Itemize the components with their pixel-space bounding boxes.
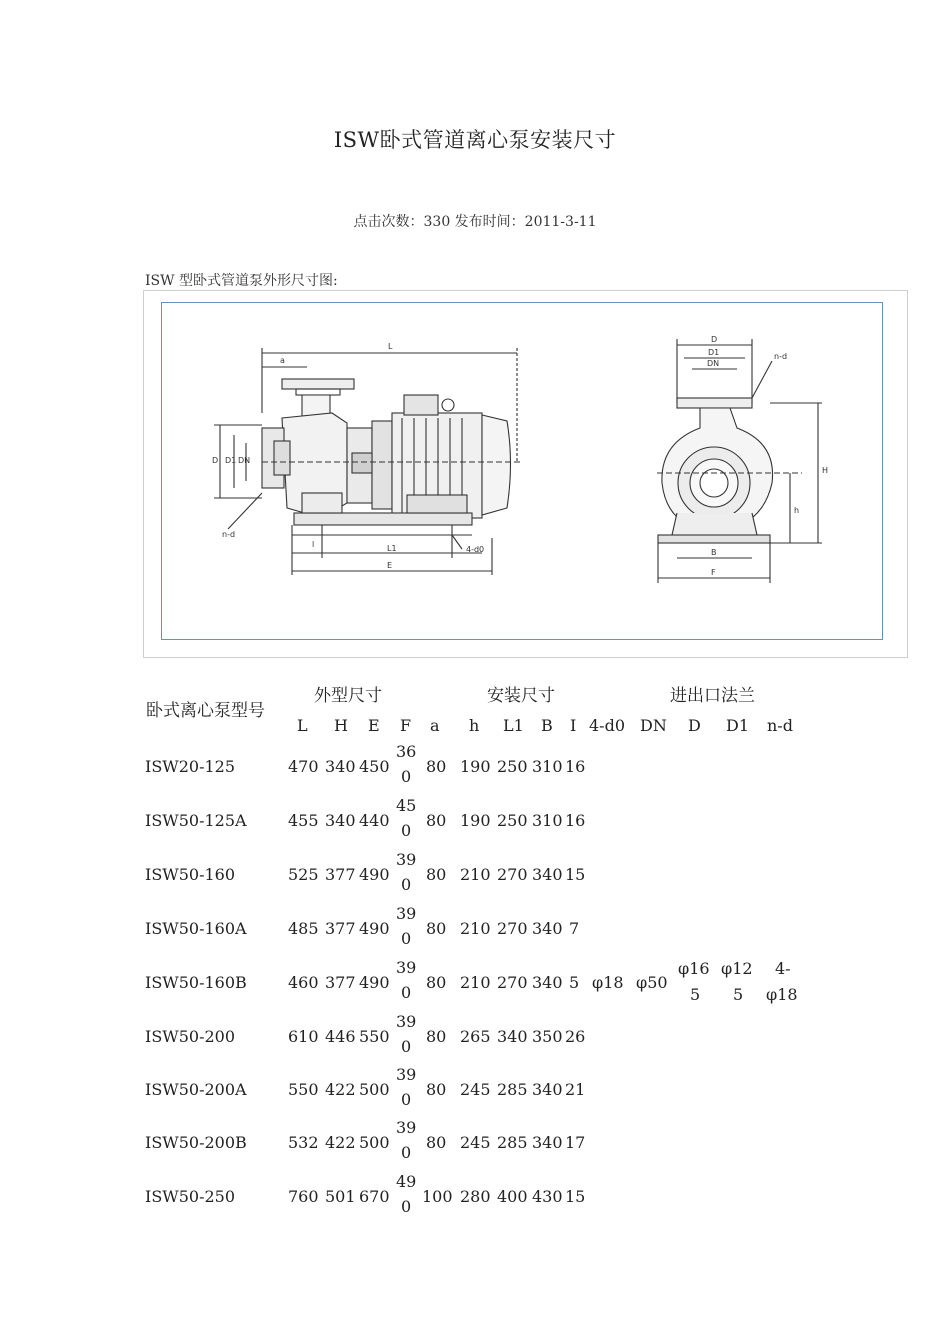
label-front-DN: DN [707,359,720,368]
cell-L: 760 [288,1187,319,1206]
label-D: D [212,456,219,465]
cell-L: 470 [288,757,319,776]
cell-F-top: 39 [396,1118,417,1137]
table-row-model: ISW50-160B [145,973,247,992]
col-B: B [541,716,553,735]
cell-B: 310 [532,757,563,776]
cell-B: 340 [532,1080,563,1099]
col-h: h [469,716,480,735]
label-DN: DN [238,456,251,465]
cell-F-top: 45 [396,796,417,815]
cell-I: 15 [565,865,586,884]
label-l: l [312,540,315,549]
cell-F-bottom: 0 [401,1090,412,1109]
label-4d0: 4-d0 [466,545,485,554]
cell-B: 340 [532,1133,563,1152]
flange-header: 进出口法兰 [670,686,755,706]
page-title: ISW卧式管道离心泵安装尺寸 [333,128,617,152]
table-row-model: ISW50-160 [145,865,236,884]
cell-B: 350 [532,1027,563,1046]
cell-DN: φ50 [636,973,668,992]
cell-B: 340 [532,973,563,992]
table-row-model: ISW50-200 [145,1027,236,1046]
col-4d0: 4-d0 [589,716,626,735]
cell-H: 422 [325,1133,356,1152]
cell-a: 80 [426,1027,447,1046]
cell-L1: 250 [497,757,528,776]
cell-I: 7 [569,919,580,938]
cell-h: 245 [460,1080,491,1099]
cell-B: 310 [532,811,563,830]
cell-a: 80 [426,1133,447,1152]
col-a: a [430,716,440,735]
model-header: 卧式离心泵型号 [146,701,265,721]
cell-F-bottom: 0 [401,875,412,894]
cell-h: 265 [460,1027,491,1046]
cell-E: 500 [359,1080,390,1099]
cell-H: 377 [325,973,356,992]
table-row-model: ISW20-125 [145,757,236,776]
cell-E: 490 [359,973,390,992]
cell-h: 210 [460,865,491,884]
cell-a: 80 [426,811,447,830]
cell-h: 210 [460,919,491,938]
cell-D1-bottom: 5 [733,985,744,1004]
cell-E: 490 [359,919,390,938]
cell-E: 490 [359,865,390,884]
cell-h: 190 [460,811,491,830]
label-nd: n-d [222,530,236,539]
cell-L1: 285 [497,1133,528,1152]
cell-I: 16 [565,811,586,830]
table-row-model: ISW50-200A [145,1080,247,1099]
table-row-model: ISW50-125A [145,811,247,830]
cell-h: 190 [460,757,491,776]
cell-h: 245 [460,1133,491,1152]
cell-L1: 270 [497,973,528,992]
cell-D-bottom: 5 [690,985,701,1004]
label-D1: D1 [225,456,237,465]
cell-nd-bottom: φ18 [766,985,798,1004]
label-front-H: H [822,466,829,475]
cell-E: 500 [359,1133,390,1152]
install-dims-header: 安装尺寸 [487,686,555,706]
label-front-D: D [711,335,718,344]
col-DN: DN [640,716,667,735]
cell-L: 610 [288,1027,319,1046]
cell-a: 80 [426,865,447,884]
cell-F-bottom: 0 [401,1197,412,1216]
cell-H: 377 [325,865,356,884]
cell-B: 340 [532,865,563,884]
cell-F-top: 39 [396,958,417,977]
cell-L1: 250 [497,811,528,830]
cell-F-top: 39 [396,1012,417,1031]
cell-H: 501 [325,1187,356,1206]
table-row-model: ISW50-160A [145,919,247,938]
cell-a: 80 [426,1080,447,1099]
cell-I: 21 [565,1080,586,1099]
cell-H: 340 [325,811,356,830]
table-row-model: ISW50-250 [145,1187,236,1206]
outer-dims-header: 外型尺寸 [314,686,382,706]
cell-H: 377 [325,919,356,938]
cell-h: 280 [460,1187,491,1206]
cell-L1: 270 [497,919,528,938]
cell-L: 550 [288,1080,319,1099]
cell-a: 80 [426,919,447,938]
col-D: D [688,716,701,735]
col-L: L [297,716,308,735]
cell-nd-top: 4- [775,959,791,978]
cell-L: 455 [288,811,319,830]
col-E: E [368,716,380,735]
cell-E: 550 [359,1027,390,1046]
cell-L: 532 [288,1133,319,1152]
publish-meta: 点击次数：330 发布时间：2011-3-11 [353,214,597,230]
cell-a: 80 [426,757,447,776]
cell-E: 670 [359,1187,390,1206]
cell-I: 16 [565,757,586,776]
col-nd: n-d [767,716,793,735]
cell-F-bottom: 0 [401,767,412,786]
cell-B: 430 [532,1187,563,1206]
cell-B: 340 [532,919,563,938]
cell-I: 17 [565,1133,586,1152]
cell-F-bottom: 0 [401,821,412,840]
cell-E: 440 [359,811,390,830]
cell-L: 525 [288,865,319,884]
cell-F-top: 39 [396,1065,417,1084]
cell-I: 15 [565,1187,586,1206]
cell-H: 340 [325,757,356,776]
cell-F-bottom: 0 [401,1143,412,1162]
label-front-D1: D1 [708,348,720,357]
cell-L1: 340 [497,1027,528,1046]
cell-4d0: φ18 [592,973,624,992]
cell-L: 485 [288,919,319,938]
col-I: I [570,716,577,735]
label-front-nd: n-d [774,352,788,361]
cell-L1: 285 [497,1080,528,1099]
label-front-B: B [711,548,717,557]
cell-a: 80 [426,973,447,992]
figure-caption: ISW 型卧式管道泵外形尺寸图: [145,273,338,289]
cell-D1-top: φ12 [721,959,753,978]
table-row-model: ISW50-200B [145,1133,247,1152]
col-L1: L1 [503,716,524,735]
cell-h: 210 [460,973,491,992]
cell-I: 26 [565,1027,586,1046]
col-F: F [400,716,412,735]
cell-F-bottom: 0 [401,1037,412,1056]
label-front-F: F [711,568,716,577]
cell-D-top: φ16 [678,959,710,978]
label-L: L [388,342,393,351]
cell-L1: 270 [497,865,528,884]
cell-F-top: 39 [396,904,417,923]
label-E: E [387,561,393,570]
cell-F-top: 49 [396,1172,417,1191]
cell-L: 460 [288,973,319,992]
col-D1: D1 [726,716,750,735]
cell-F-top: 39 [396,850,417,869]
label-a: a [280,356,285,365]
cell-F-bottom: 0 [401,929,412,948]
cell-E: 450 [359,757,390,776]
cell-F-top: 36 [396,742,417,761]
cell-F-bottom: 0 [401,983,412,1002]
label-L1: L1 [387,544,397,553]
col-H: H [334,716,348,735]
cell-L1: 400 [497,1187,528,1206]
cell-I: 5 [569,973,580,992]
cell-H: 422 [325,1080,356,1099]
cell-a: 100 [422,1187,453,1206]
cell-H: 446 [325,1027,356,1046]
label-front-h: h [794,506,800,515]
